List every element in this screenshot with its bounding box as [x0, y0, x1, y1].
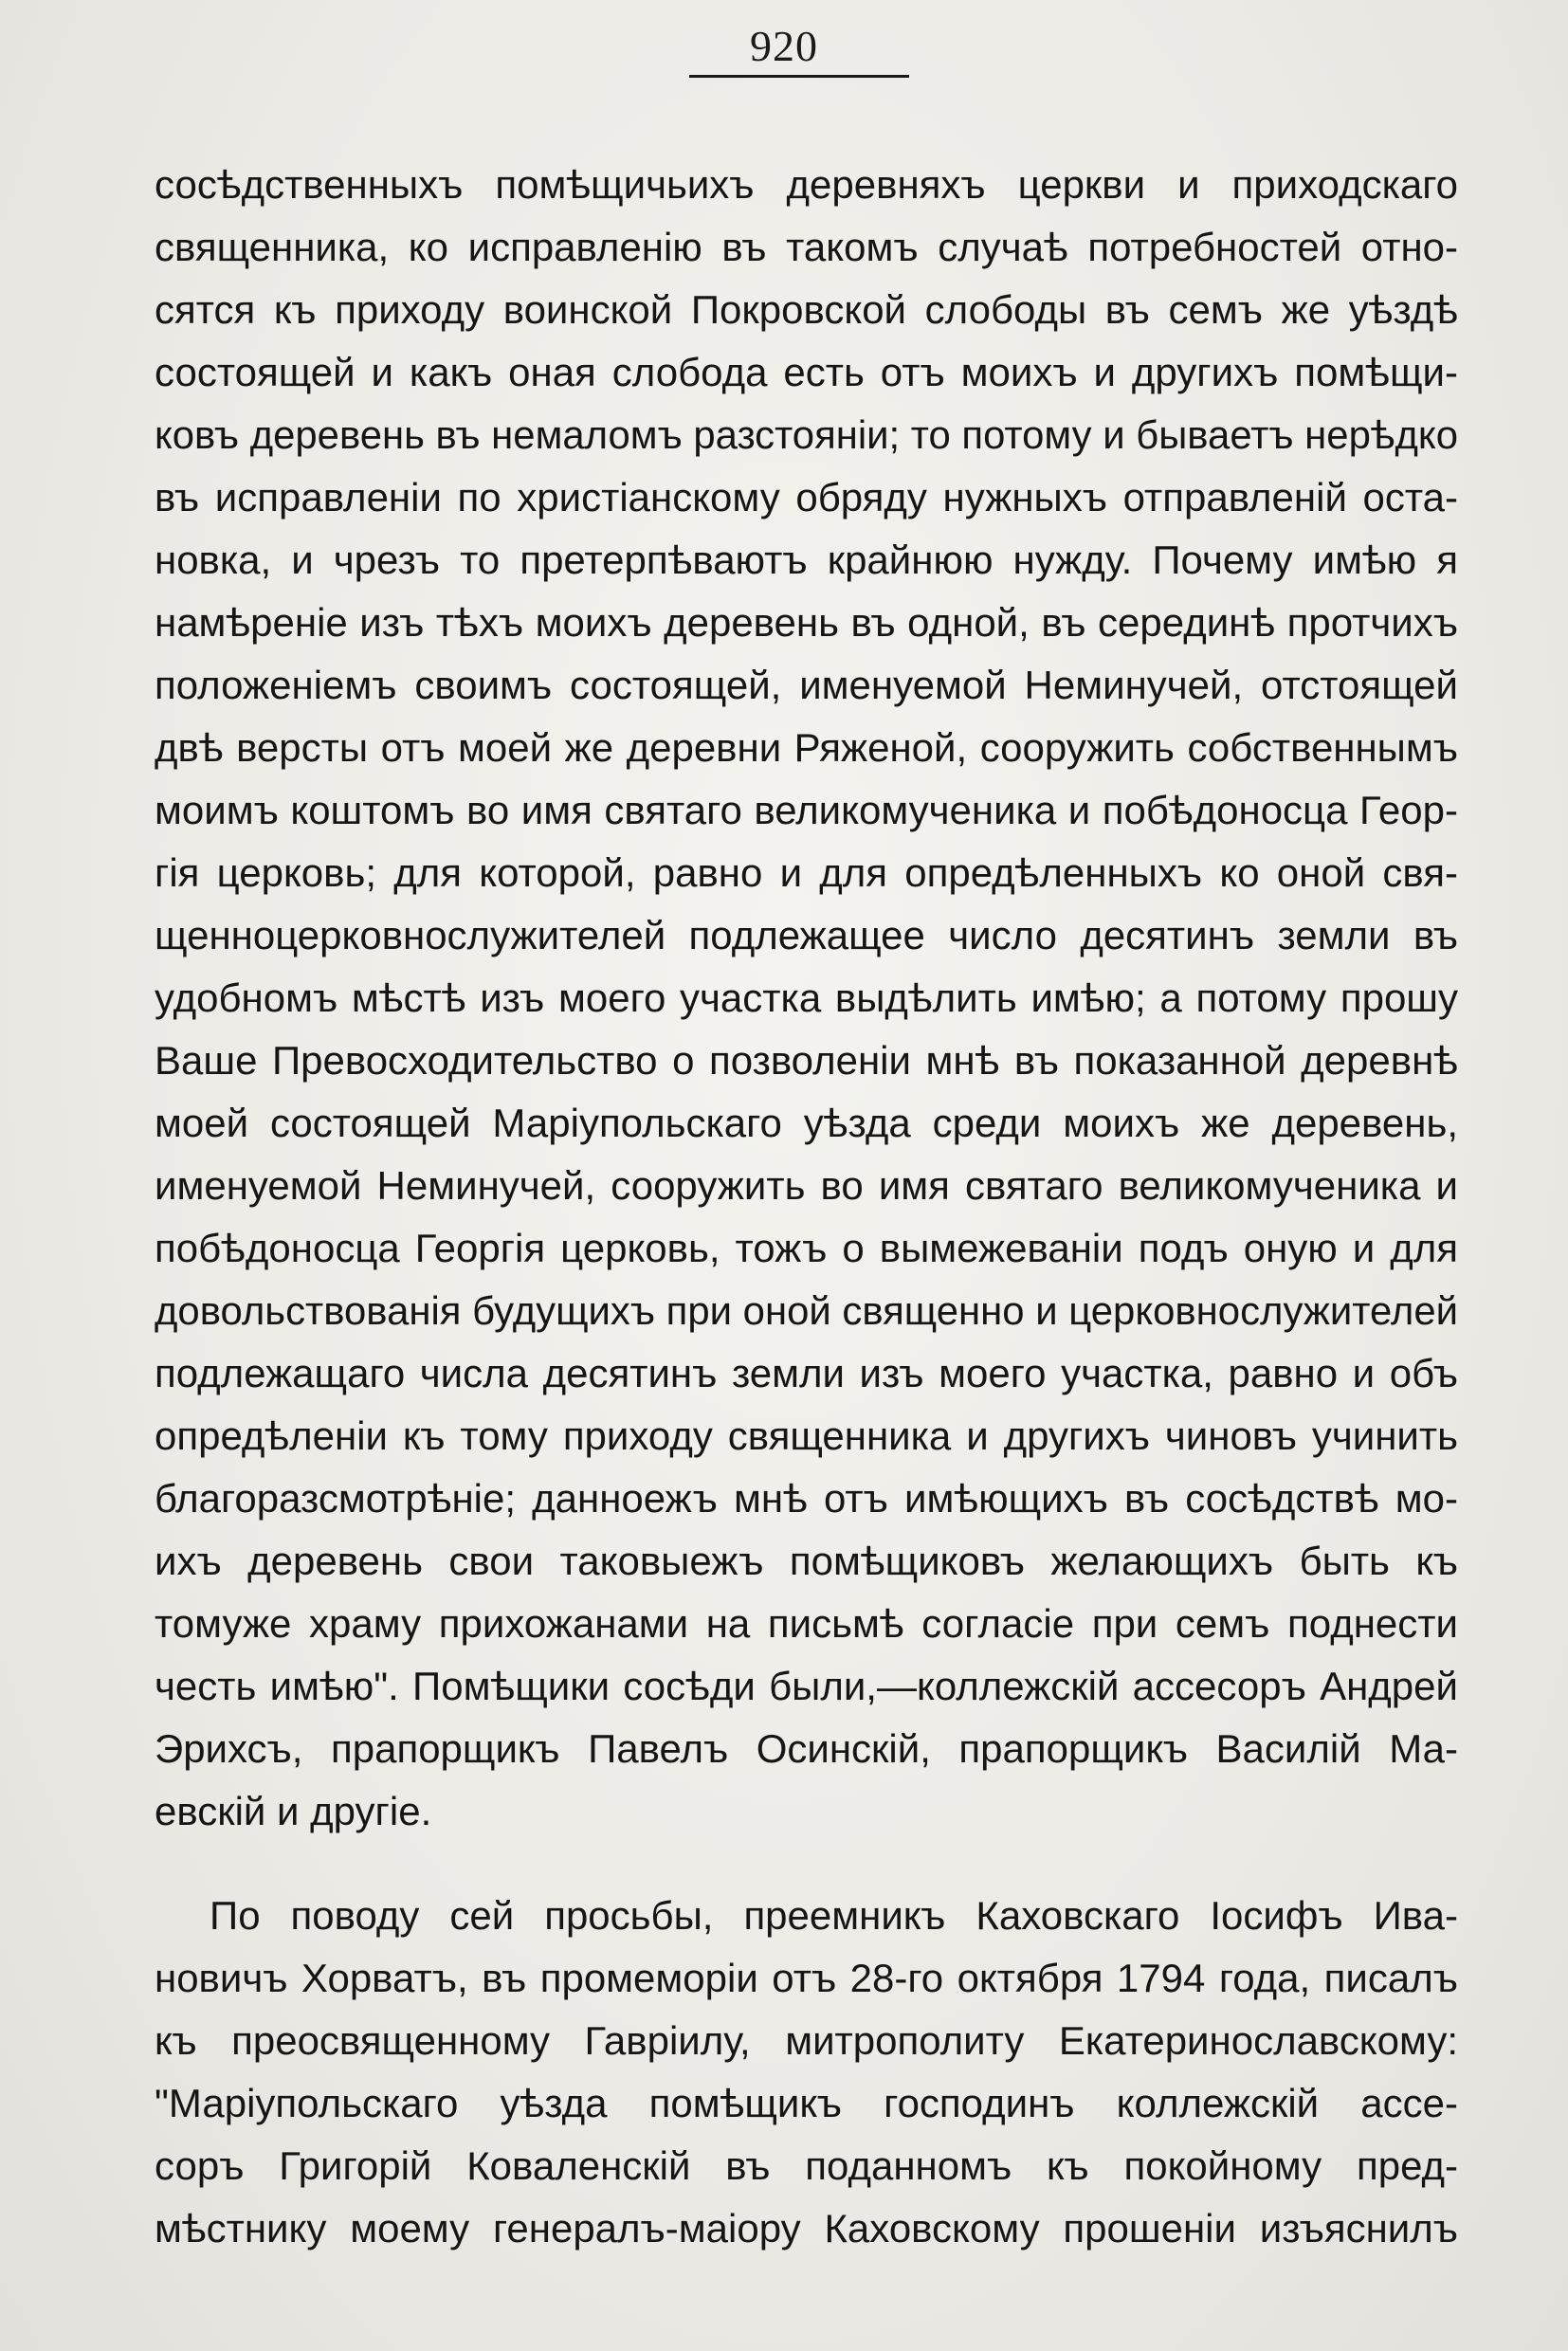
- text-line: томуже храму прихожанами на письмѣ согласіе при семъ поднести: [155, 1601, 1458, 1646]
- text-line: Ваше Превосходительство о позволеніи мнѣ въ показанной деревнѣ: [155, 1038, 1458, 1083]
- text-line: щенноцерковнослужителей подлежащее число десятинъ земли въ: [155, 913, 1458, 957]
- text-line: опредѣленіи къ тому приходу священника и другихъ чиновъ учинить: [155, 1413, 1458, 1458]
- text-line: сятся къ приходу воинской Покровской слободы въ семъ же уѣздѣ: [155, 287, 1458, 332]
- text-line: ковъ деревень въ немаломъ разстояніи; то потому и бываетъ нерѣдко: [155, 412, 1458, 457]
- text-line: новка, и чрезъ то претерпѣваютъ крайнюю нужду. Почему имѣю я: [155, 538, 1458, 582]
- text-line: моей состоящей Маріупольскаго уѣзда среди моихъ же деревень,: [155, 1101, 1458, 1145]
- text-line: именуемой Неминучей, сооружить во имя святаго великомученика и: [155, 1163, 1458, 1208]
- text-line: намѣреніе изъ тѣхъ моихъ деревень въ одной, въ серединѣ протчихъ: [155, 600, 1458, 645]
- text-line: священника, ко исправленію въ такомъ случаѣ потребностей отно-: [155, 225, 1458, 269]
- text-line: побѣдоносца Георгія церковь, тожъ о вымежеваніи подъ оную и для: [155, 1226, 1458, 1270]
- paragraph-gap: [155, 1843, 1458, 1885]
- text-line: двѣ версты отъ моей же деревни Ряженой, сооружить собственнымъ: [155, 725, 1458, 770]
- text-line: гія церковь; для которой, равно и для опредѣленныхъ ко оной свя-: [155, 850, 1458, 895]
- text-line: подлежащаго числа десятинъ земли изъ моего участка, равно и объ: [155, 1351, 1458, 1395]
- text-line: удобномъ мѣстѣ изъ моего участка выдѣлить имѣю; а потому прошу: [155, 975, 1458, 1020]
- text-line: ихъ деревень свои таковыежъ помѣщиковъ желающихъ быть къ: [155, 1539, 1458, 1583]
- text-line: къ преосвященному Гавріилу, митрополиту Екатеринославскому:: [155, 2018, 1458, 2063]
- text-line: евскій и другіе.: [155, 1789, 432, 1833]
- text-line: благоразсмотрѣніе; данноежъ мнѣ отъ имѣющихъ въ сосѣдствѣ мо-: [155, 1476, 1458, 1521]
- text-line: въ исправленіи по христіанскому обряду нужныхъ отправленій оста-: [155, 475, 1458, 519]
- text-line: "Маріупольскаго уѣзда помѣщикъ господинъ коллежскій ассе-: [155, 2081, 1458, 2125]
- text-line: По поводу сей просьбы, преемникъ Каховскаго Іосифъ Ива-: [210, 1893, 1458, 1938]
- text-line: положеніемъ своимъ состоящей, именуемой Неминучей, отстоящей: [155, 663, 1458, 707]
- text-line: Эрихсъ, прапорщикъ Павелъ Осинскій, прапорщикъ Василій Ма-: [155, 1726, 1458, 1771]
- text-line: моимъ коштомъ во имя святаго великомученика и побѣдоносца Геор-: [155, 788, 1458, 832]
- page-number: 920: [750, 22, 818, 70]
- text-line: честь имѣю". Помѣщики сосѣди были,—коллежскій ассесоръ Андрей: [155, 1664, 1458, 1708]
- text-line: мѣстнику моему генералъ-маіору Каховскому прошеніи изъяснилъ: [155, 2206, 1458, 2251]
- text-line: состоящей и какъ оная слобода есть отъ моихъ и другихъ помѣщи-: [155, 350, 1458, 394]
- text-line: новичъ Хорватъ, въ промеморіи отъ 28-го октября 1794 года, писалъ: [155, 1956, 1458, 2000]
- page-number-rule: [689, 75, 909, 78]
- text-line: довольствованія будущихъ при оной священно и церковнослужителей: [155, 1288, 1458, 1333]
- body-text: [155, 154, 1458, 2260]
- text-line: соръ Григорій Коваленскій въ поданномъ къ покойному пред-: [155, 2143, 1458, 2188]
- text-line: сосѣдственныхъ помѣщичьихъ деревняхъ церкви и приходскаго: [155, 162, 1458, 207]
